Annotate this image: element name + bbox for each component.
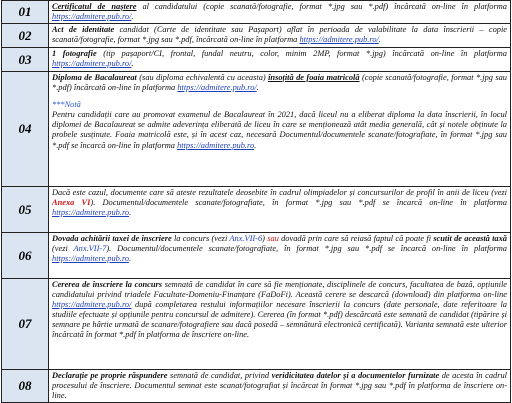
row-text	[49, 72, 511, 187]
platform-link[interactable]: https://admitere.pub.ro	[52, 254, 130, 264]
row-text: Cererea de înscriere la concurs semnată de candidat în care să fie menționate, disciplinele de concurs, facultatea de bază, opțiunile candidatului privind triadele Facultate-Domeniu-Finanțare (FaDoFi). Această cerere se descarcă (download) din platforma on-line https://admitere.pub.ro/ după completarea restului informațiilor necesare înscrierii la concurs (date personale, date referitoare la studiile efectuate și opțiunile pentru concursul de admitere). Cererea (în format *.pdf) descărcată este semnată de candidat (tipărire și semnare pe hârtie urmată de scanare/fotografiere sau dacă posedă – semnătură electronică certificată). Varianta semnată este ulterior încărcată în format *.pdf în platforma de înscriere on-line.	[49, 279, 511, 370]
row-number: 01	[2, 1, 49, 24]
table-row	[2, 72, 511, 187]
or-keyword: sau	[267, 234, 279, 243]
table-row	[2, 187, 511, 233]
diploma-paragraph: Diploma de Bacalaureat (sau diploma echivalentă cu aceasta) însoțită de foaia matricolă (copie scanată/fotografie, format *.jpg sau *.pdf) încărcată on-line în platforma https://admitere.pub.ro/.	[52, 73, 507, 93]
row-title: Certificatul de naștere	[52, 2, 137, 11]
transcript-requirement: însoțită de foaia matricolă	[268, 73, 360, 82]
platform-link[interactable]: https://admitere.pub.ro/	[52, 12, 132, 22]
table-row	[2, 1, 511, 24]
row-text: Act de identitate candidat (Carte de identitate sau Pașaport) aflat în perioada de valabilitate la data înscrierii – copie scanată/fotografie, format *.jpg sau *.pdf, încărcată on-line în platforma https://admitere.pub.ro/.	[49, 24, 511, 48]
note-label: ***Notă	[52, 100, 81, 110]
platform-link[interactable]: https://admitere.pub.ro	[52, 208, 130, 218]
platform-link[interactable]: https://admitere.pub.ro/	[52, 59, 132, 69]
paragraph-gap	[52, 93, 507, 100]
note-paragraph: Pentru candidații care au promovat examenul de Bacalaureat în 2021, dacă liceul nu a eliberat diploma la data înscrierii, în locul diplomei de Bacalaureat se admite adeverința eliberată de liceu în care se menționează atât media generală, cât și notele obținute la probele susținute. Foaia matricolă este, și în acest caz, necesară Documentul/documentele scanate/fotografiate, în format *.jpg sau *.pdf se încarcă on-line în platforma https://admitere.pub.ro.	[52, 110, 507, 150]
table-row	[2, 233, 511, 279]
platform-link[interactable]: https://admitere.pub.ro/	[52, 300, 132, 310]
annex-reference[interactable]: Anexa VI	[52, 198, 91, 208]
row-number: 05	[2, 187, 49, 233]
row-title: Declarație pe proprie răspundere	[52, 371, 168, 380]
row-number: 07	[2, 279, 49, 370]
documents-table	[1, 0, 511, 403]
row-number: 06	[2, 233, 49, 279]
row-text: Dacă este cazul, documente care să ateste rezultatele deosebite în cadrul olimpiadelor și concursurilor de profil în anii de liceu (vezi Anexa VI). Documentul/documentele scanate/fotografiate, în format *.jpg sau *.pdf se încarcă on-line în platforma https://admitere.pub.ro.	[49, 187, 511, 233]
annex-reference[interactable]: Anx.VII-7	[73, 244, 107, 254]
row-title: Cererea de înscriere la concurs	[52, 280, 163, 289]
row-text: 1 fotografie (tip pașaport/CI, frontal, fundal neutru, color, minim 2MP, format *.jpg) încărcată on-line în platforma https://admitere.pub.ro/.	[49, 48, 511, 72]
exemption-label: scutit de această taxă	[433, 234, 507, 243]
platform-link[interactable]: https://admitere.pub.ro/	[177, 83, 257, 93]
table-row	[2, 370, 511, 403]
table-row	[2, 24, 511, 48]
table-row	[2, 48, 511, 72]
platform-link[interactable]: https://admitere.pub.ro	[177, 140, 255, 150]
row-title: Diploma de Bacalaureat	[52, 73, 137, 82]
table-row	[2, 279, 511, 370]
row-text: Certificatul de naștere al candidatului (copie scanată/fotografie, format *.jpg sau *.pdf) încărcată on-line în platforma https://admitere.pub.ro/.	[49, 1, 511, 24]
platform-link[interactable]: https://admitere.pub.ro/	[299, 35, 379, 45]
row-text: Dovada achitării taxei de înscriere la concurs (vezi Anx.VII-6) sau dovadă prin care să reiasă faptul că poate fi scutit de această taxă (vezi Anx.VII-7). Documentul/documentele scanate/fotografiate, în format *.jpg sau *.pdf se încarcă on-line în platforma https://admitere.pub.ro.	[49, 233, 511, 279]
row-number: 03	[2, 48, 49, 72]
row-text: Declarație pe proprie răspundere semnată de candidat, privind veridicitatea datelor și a documentelor furnizate de acesta în cadrul procesului de înscriere. Documentul semnat este scanat/fotografiat și încărcat în format *.jpg sau *.pdf în platforma de înscriere on-line.	[49, 370, 511, 403]
row-title: 1 fotografie	[52, 49, 97, 58]
row-title: Act de identitate	[52, 25, 115, 34]
row-title: Dovada achitării taxei de înscriere	[52, 234, 172, 243]
row-number: 02	[2, 24, 49, 48]
annex-reference[interactable]: Anx.VII-6	[229, 234, 263, 243]
veracity-label: veridicitatea datelor și a documentelor furnizate	[271, 371, 440, 380]
row-number: 08	[2, 370, 49, 403]
row-number: 04	[2, 72, 49, 187]
